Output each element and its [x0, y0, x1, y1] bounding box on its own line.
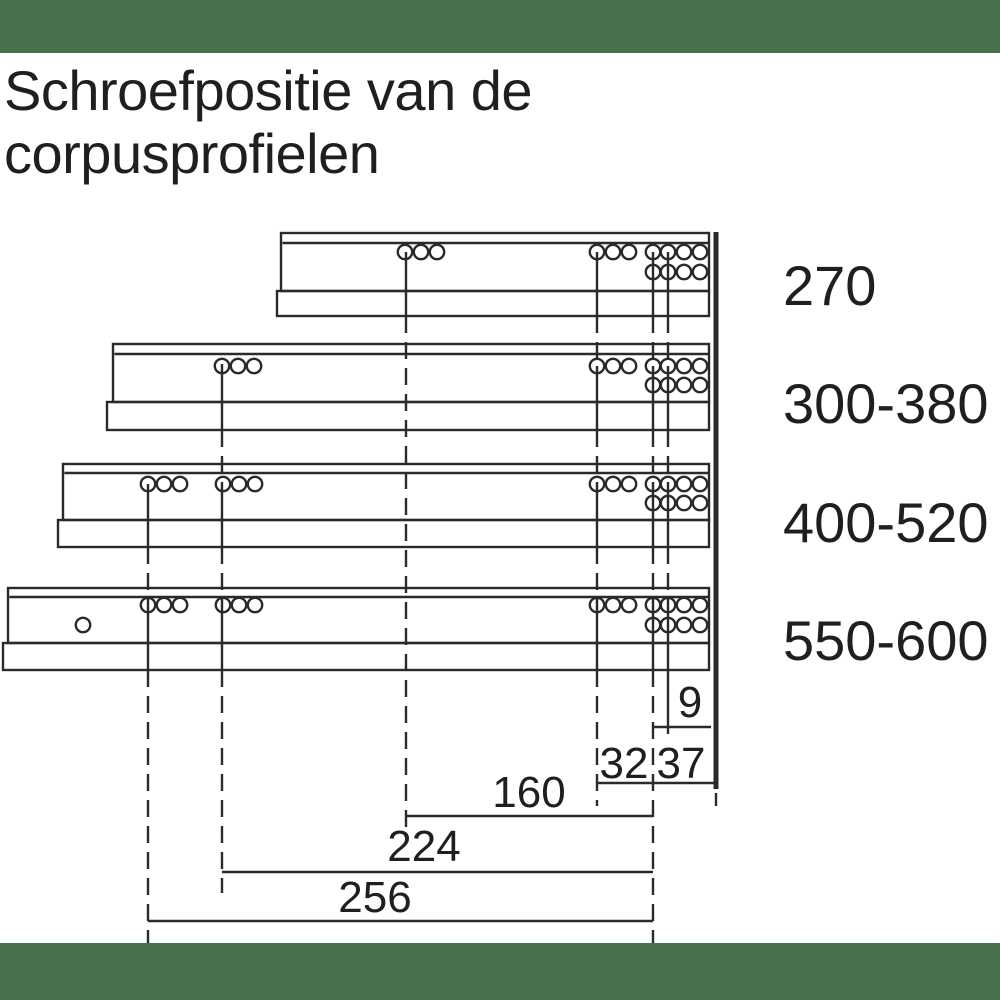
- cabinet-edge-bar: [714, 232, 719, 789]
- screw-hole: [430, 245, 444, 259]
- rail-body: [281, 233, 709, 291]
- rail-bottom-profile: [3, 643, 709, 670]
- rail-length-label: 300-380: [783, 372, 989, 435]
- screw-hole: [232, 598, 246, 612]
- rail-bottom-profile: [277, 291, 709, 316]
- screw-hole: [677, 245, 691, 259]
- dimension-value: 160: [492, 768, 566, 817]
- rail-length-label: 270: [783, 254, 877, 317]
- screw-hole: [622, 477, 636, 491]
- dimension-value: 32: [599, 739, 649, 788]
- screw-hole: [248, 477, 262, 491]
- screw-hole: [677, 598, 691, 612]
- dimension-value: 9: [677, 678, 703, 727]
- screw-hole: [693, 359, 707, 373]
- screw-hole: [606, 477, 620, 491]
- screw-hole: [622, 598, 636, 612]
- screw-hole: [606, 245, 620, 259]
- page-title-line2: corpusprofielen: [4, 122, 380, 185]
- screw-hole: [693, 378, 707, 392]
- screw-hole: [622, 245, 636, 259]
- screw-hole: [606, 359, 620, 373]
- rail-body: [113, 344, 709, 402]
- screw-hole: [173, 477, 187, 491]
- bottom-green-band: [0, 943, 1000, 1000]
- screw-hole: [693, 496, 707, 510]
- rail-length-label: 400-520: [783, 491, 989, 554]
- screw-hole: [693, 598, 707, 612]
- screw-hole: [622, 359, 636, 373]
- screw-hole: [693, 618, 707, 632]
- dimension-value: 37: [656, 739, 706, 788]
- rail-bottom-profile: [107, 402, 709, 430]
- dimension-value: 256: [338, 873, 412, 922]
- screw-hole: [232, 477, 246, 491]
- screw-hole: [677, 265, 691, 279]
- screw-hole: [173, 598, 187, 612]
- screw-hole: [247, 359, 261, 373]
- screw-hole: [677, 496, 691, 510]
- screw-hole: [693, 265, 707, 279]
- screw-hole: [677, 618, 691, 632]
- screw-hole: [677, 359, 691, 373]
- page-title-line1: Schroefpositie van de: [4, 59, 533, 122]
- screw-hole: [693, 477, 707, 491]
- screw-hole: [606, 598, 620, 612]
- rail-bottom-profile: [58, 520, 709, 547]
- screw-hole: [677, 477, 691, 491]
- screw-hole: [248, 598, 262, 612]
- screw-hole: [157, 598, 171, 612]
- screw-hole: [677, 378, 691, 392]
- screw-hole: [231, 359, 245, 373]
- screw-hole: [414, 245, 428, 259]
- dimension-value: 224: [387, 822, 461, 871]
- screw-hole: [157, 477, 171, 491]
- screw-hole: [76, 618, 90, 632]
- rail-length-label: 550-600: [783, 609, 989, 672]
- screw-hole: [693, 245, 707, 259]
